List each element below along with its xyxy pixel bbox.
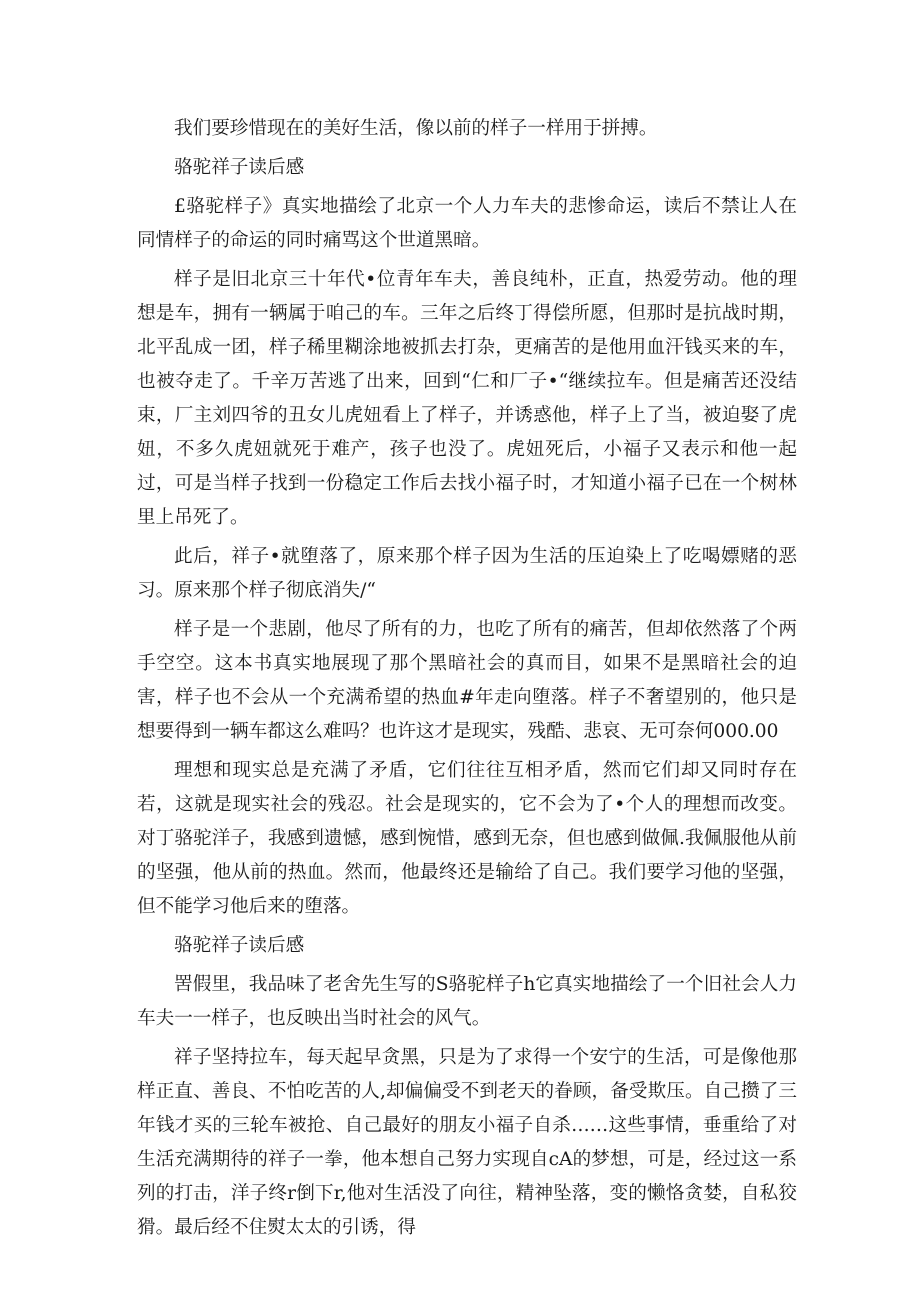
paragraph: 罟假里，我品味了老舍先生写的S骆驼样子h它真实地描绘了一个旧社会人力车夫一一样子，也反映出当时社会的风气。 [137, 974, 797, 1029]
section-heading: 骆驼祥子读后感 [174, 157, 305, 178]
section-heading: 骆驼祥子读后感 [174, 935, 305, 956]
document-page [137, 112, 797, 1250]
paragraph: 祥子坚持拉车，每天起早贪黑，只是为了求得一个安宁的生活，可是像他那样正直、善良、不怕吃苦的人,却偏偏受不到老天的眷顾，备受欺压。自己攒了三年钱才买的三轮车被抢、自己最好的朋友小福子自杀……这些事情，垂重给了对生活充满期待的祥子一拳，他本想自己努力实现自cA的梦想，可是，经过这一系列的打击，洋子终r倒下r,他对生活没了向往，精神坠落，变的懒恪贪婪，自私狡猾。最后经不住熨太太的引诱，得 [137, 1047, 797, 1238]
paragraph: 我们要珍惜现在的美好生活，像以前的样子一样用于拼搏。 [174, 118, 658, 139]
paragraph: 理想和现实总是充满了矛盾，它们往往互相矛盾，然而它们却又同时存在若，这就是现实社会的残忍。社会是现实的，它不会为了•个人的理想而改变。对丁骆驼洋子，我感到遗憾，感到惋惜，感到无奈，但也感到做佩.我佩服他从前的坚强，他从前的热血。然而，他最终还是输给了自己。我们要学习他的坚强，但不能学习他后来的堕落。 [137, 760, 797, 917]
paragraph: 此后，祥子•就堕落了，原来那个样子因为生活的压迫染上了吃喝嫖赌的恶习。原来那个样子彻底消失/“ [137, 546, 797, 601]
paragraph: £骆驼样子》真实地描绘了北京一个人力车夫的悲惨命运，读后不禁让人在同情样子的命运的同时痛骂这个世道黑暗。 [137, 196, 797, 251]
paragraph: 样子是旧北京三十年代•位青年车夫，善良纯朴，正直，热爱劳动。他的理想是车，拥有一辆属于咱己的车。三年之后终丁得偿所愿，但那时是抗战时期，北平乱成一团，样子稀里糊涂地被抓去打杂，更痛苦的是他用血汗钱买来的车，也被夺走了。千辛万苦逃了出来，回到“仁和厂子•“继续拉车。但是痛苦还没结束，厂主刘四爷的丑女儿虎妞看上了样子，并诱惑他，样子上了当，被迫娶了虎妞，不多久虎妞就死于难产，孩子也没了。虎妞死后，小福子又表示和他一起过，可是当样子找到一份稳定工作后去找小福子时，才知道小福子已在一个树林里上吊死了。 [137, 269, 797, 528]
paragraph: 样子是一个悲剧，他尽了所有的力，也吃了所有的痛苦，但却依然落了个两手空空。这本书真实地展现了那个黑暗社会的真而目，如果不是黑暗社会的迫害，样子也不会从一个充满希望的热血#年走向堕落。样子不奢望别的，他只是想要得到一辆车都这么难吗？也许这才是现实，残酷、悲哀、无可奈何000.00 [137, 619, 797, 742]
